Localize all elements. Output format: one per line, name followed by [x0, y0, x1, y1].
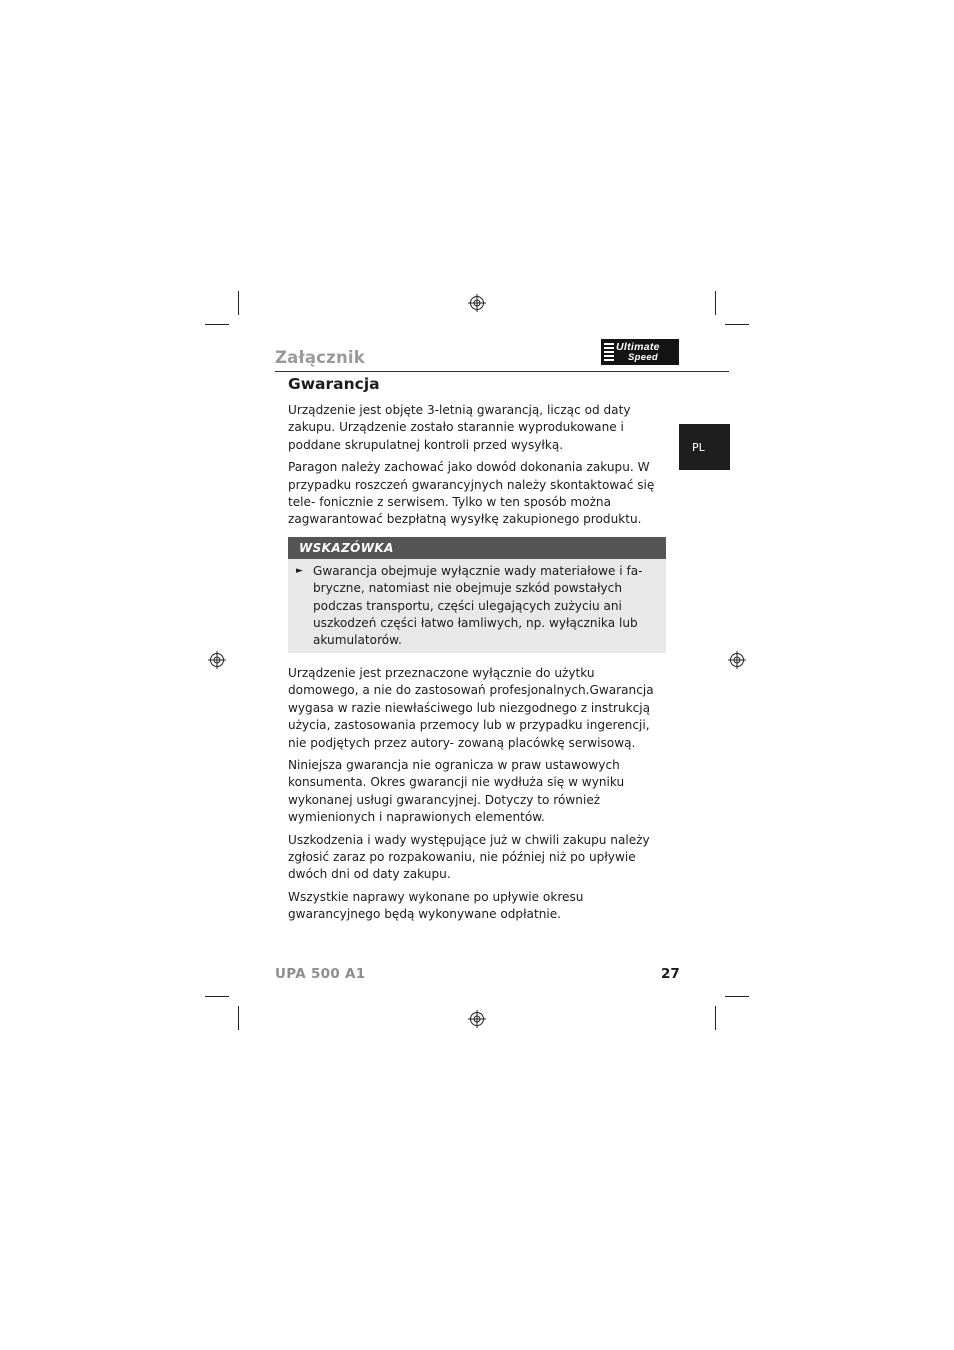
paragraph: Urządzenie jest objęte 3-letnią gwarancją, licząc od daty zakupu. Urządzenie zostało starannie wyprodukowane i poddane skrupulatnej kontroli przed wysyłką. — [288, 403, 631, 452]
crop-mark — [715, 291, 716, 315]
language-tab: PL — [679, 424, 730, 470]
registration-mark-icon — [728, 651, 746, 669]
bullet-arrow-icon: ► — [296, 565, 303, 576]
main-content — [288, 375, 666, 929]
crop-mark — [238, 1006, 239, 1030]
page-heading: Gwarancja — [288, 375, 380, 393]
crop-mark — [725, 996, 749, 997]
note-body — [288, 559, 666, 653]
registration-mark-icon — [208, 651, 226, 669]
note-text: Gwarancja obejmuje wyłącznie wady materiałowe i fa- bryczne, natomiast nie obejmuje szkód powstałych podczas transportu, części ulegających zużyciu ani uszkodzeń części łatwo łamliwych, np. wyłącznika lub akumulatorów. — [313, 563, 643, 648]
header-rule — [275, 371, 729, 372]
crop-mark — [715, 1006, 716, 1030]
logo-stripes — [604, 343, 614, 361]
paragraph: Urządzenie jest przeznaczone wyłącznie do użytku domowego, a nie do zastosowań profesjonalnych.Gwarancja wygasa w razie niewłaściwego lub niezgodnego z instrukcją użycia, zastosowania przemocy lub w przypadku ingerencji, nie podjętych przez autory- zowaną placówkę serwisową. — [288, 665, 654, 750]
crop-mark — [205, 324, 229, 325]
paragraph: Niniejsza gwarancja nie ogranicza w praw ustawowych konsumenta. Okres gwarancji nie wydłuża się w wyniku wykonanej usługi gwarancyjnej. Dotyczy to również wymienionych i naprawionych elementów. — [288, 757, 625, 825]
registration-mark-icon — [468, 1010, 486, 1028]
logo-text-bottom: Speed — [628, 352, 659, 363]
note-box — [288, 537, 666, 653]
registration-mark-icon — [468, 294, 486, 312]
crop-mark — [725, 324, 749, 325]
paragraph: Wszystkie naprawy wykonane po upływie okresu gwarancyjnego będą wykonywane odpłatnie. — [288, 889, 584, 922]
logo-text-top: Ultimate — [616, 341, 660, 353]
note-title: WSKAZÓWKA — [288, 537, 666, 559]
paragraph: Paragon należy zachować jako dowód dokonania zakupu. W przypadku roszczeń gwarancyjnych należy skontaktować się tele- fonicznie z serwisem. Tylko w ten sposób można zagwarantować bezpłatną wysyłkę zakupionego produktu. — [288, 460, 655, 527]
page-number: 27 — [661, 966, 680, 982]
crop-mark — [205, 996, 229, 997]
footer-model: UPA 500 A1 — [275, 966, 366, 982]
brand-logo — [601, 339, 679, 365]
crop-mark — [238, 291, 239, 315]
section-title: Załącznik — [275, 348, 365, 367]
paragraph: Uszkodzenia i wady występujące już w chwili zakupu należy zgłosić zaraz po rozpakowaniu, nie później niż po upływie dwóch dni od daty zakupu. — [288, 832, 650, 882]
